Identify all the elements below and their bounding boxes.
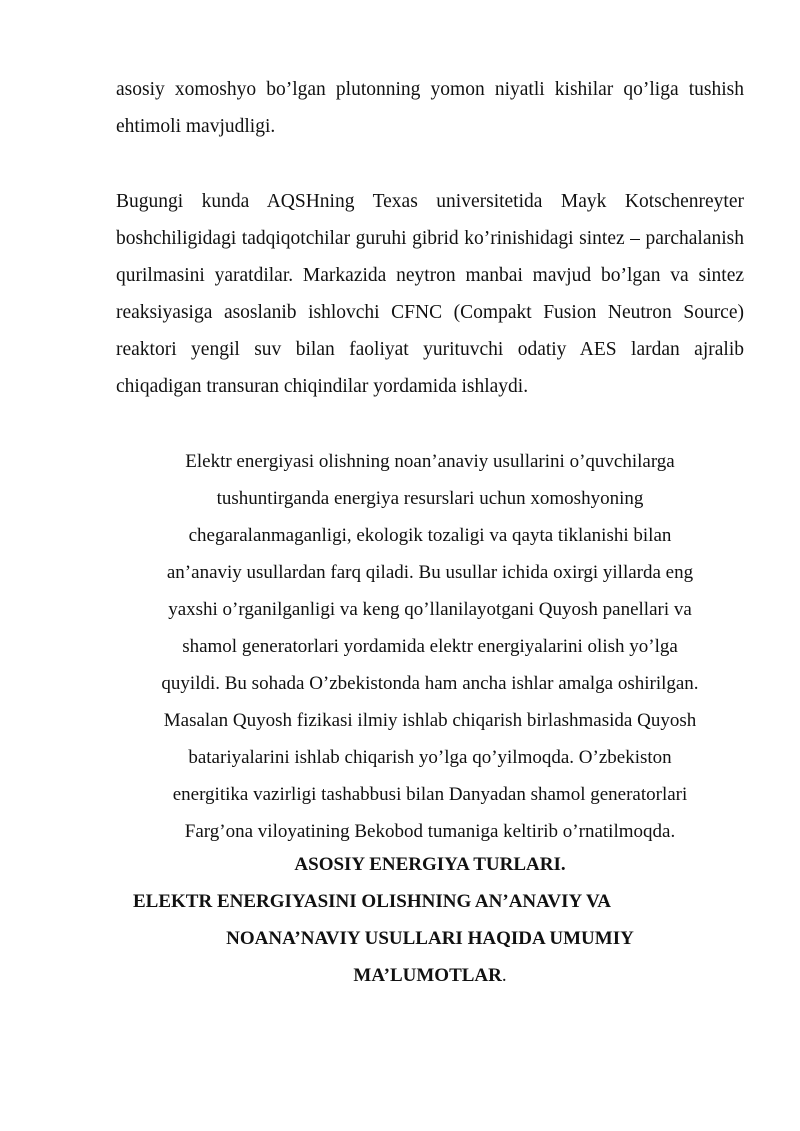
text-line: energitika vazirligi tashabbusi bilan Danyadan shamol generatorlari [172,784,688,805]
text-line: yaxshi o’rganilganligi va keng qo’llanilayotgani Quyosh panellari va [168,599,692,620]
section-heading-line-2: NOANA’NAVIY USULLARI HAQIDA UMUMIY [226,928,634,949]
text-line: chegaralanmaganligi, ekologik tozaligi va qayta tiklanishi bilan [188,525,672,546]
text-line: Elektr energiyasi olishning noan’anaviy usullarini o’quvchilarga [185,451,675,472]
text-line: shamol generatorlari yordamida elektr energiyalarini olish yo’lga [182,636,678,657]
paragraph-nontraditional-energy [100,443,760,850]
text-line: tushuntirganda energiya resurslari uchun xomoshyoning [216,488,644,509]
section-heading-energy-types: ASOSIY ENERGIYA TURLARI. [294,854,566,875]
paragraph-plutonium-risk: asosiy xomoshyo bo’lgan plutonning yomon niyatli kishilar qo’liga tushish ehtimoli mavjudligi. [116,79,744,137]
text-line: batariyalarini ishlab chiqarish yo’lga qo’yilmoqda. O’zbekiston [188,747,672,768]
heading-period: . [501,965,507,986]
section-heading-line-1: ELEKTR ENERGIYASINI OLISHNING AN’ANAVIY VA [133,891,611,912]
text-line: an’anaviy usullardan farq qiladi. Bu usullar ichida oxirgi yillarda eng [166,562,694,583]
heading-text: MA’LUMOTLAR [353,965,502,986]
section-heading-line-3 [0,957,800,994]
text-line: Farg’ona viloyatining Bekobod tumaniga keltirib o’rnatilmoqda. [184,821,676,842]
paragraph-cfnc-reactor: Bugungi kunda AQSHning Texas universitetida Mayk Kotschenreyter boshchiligidagi tadqiqotchilar guruhi gibrid ko’rinishidagi sintez – parchalanish qurilmasini yaratdilar. Markazida neytron manbai mavjud bo’lgan va sintez reaksiyasiga asoslanib ishlovchi CFNC (Compakt Fusion Neutron Source) reaktori yengil suv bilan faoliyat yurituvchi odatiy AES lardan ajralib chiqadigan transuran chiqindilar yordamida ishlaydi. [116,191,744,397]
text-line: quyildi. Bu sohada O’zbekistonda ham ancha ishlar amalga oshirilgan. [161,673,699,694]
text-line: Masalan Quyosh fizikasi ilmiy ishlab chiqarish birlashmasida Quyosh [163,710,697,731]
